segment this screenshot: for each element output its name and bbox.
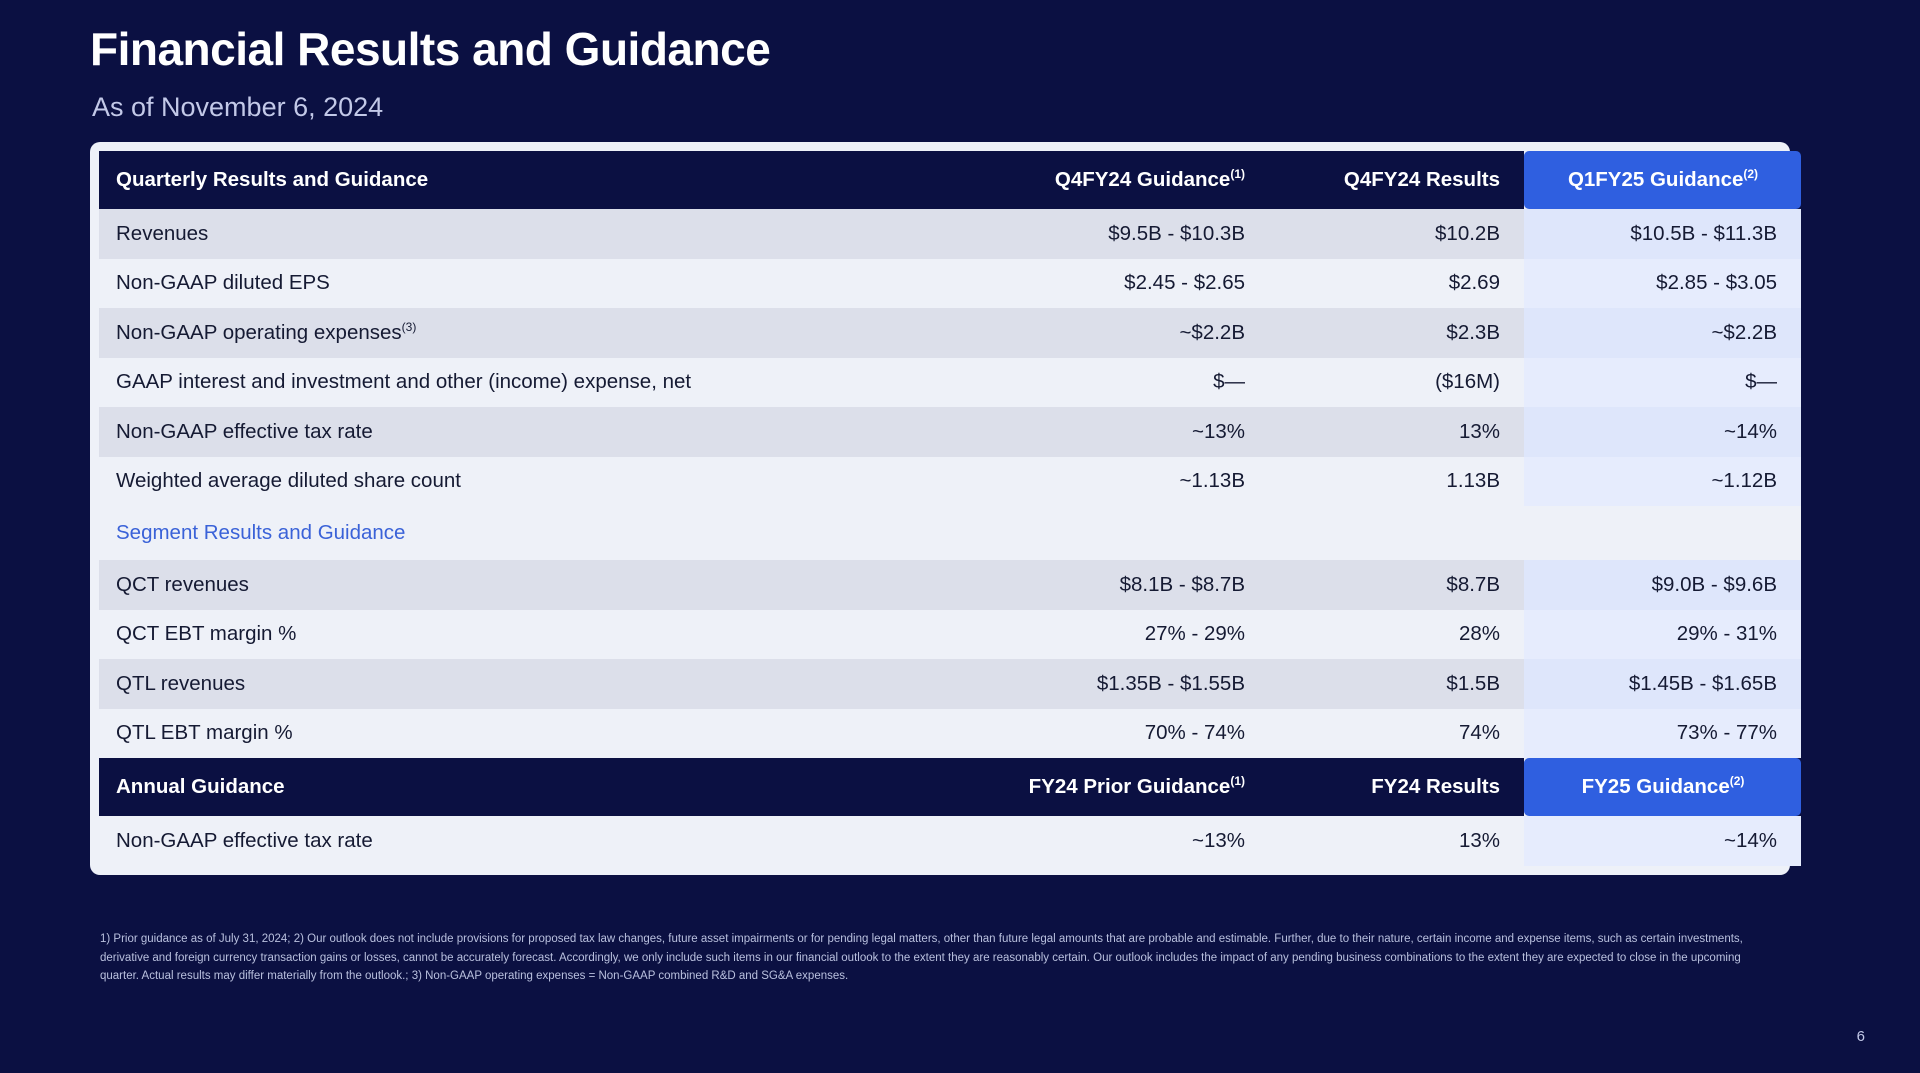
results-card [90,142,1790,875]
footnote-marker-5: (2) [1729,774,1745,789]
annual-header-col2: FY24 Results [1269,758,1524,816]
table-row [99,560,1801,610]
row-col2: ($16M) [1269,358,1524,408]
row-col3: $— [1524,358,1801,408]
row-label-text: Non-GAAP operating expenses [116,320,402,344]
row-col1: ~13% [944,816,1269,866]
row-col1: ~13% [944,407,1269,457]
row-col1: $9.5B - $10.3B [944,209,1269,259]
row-col3: 73% - 77% [1524,709,1801,759]
row-label: Non-GAAP effective tax rate [99,407,944,457]
row-col3: 29% - 31% [1524,610,1801,660]
row-label: QCT revenues [99,560,944,610]
footnote-text: 1) Prior guidance as of July 31, 2024; 2) Our outlook does not include provisions for proposed tax law changes, future asset impairments or for pending legal matters, other than future legal amounts that are probable and estimable. Further, due to their nature, certain income and expense items, such as certain investments, derivative and foreign currency transaction gains or losses, cannot be accurately forecast. Accordingly, we only include such items in our financial outlook to the extent they are reasonably certain. Our outlook includes the impact of any pending business combinations to the extent they are expected to close in the upcoming quarter. Actual results may differ materially from the outlook.; 3) Non-GAAP operating expenses = Non-GAAP combined R&D and SG&A expenses. [100,933,1743,983]
row-col2: 13% [1269,407,1524,457]
row-label: Non-GAAP diluted EPS [99,259,944,309]
row-col1: 27% - 29% [944,610,1269,660]
row-col2: $10.2B [1269,209,1524,259]
table-row [99,209,1801,259]
page-subtitle: As of November 6, 2024 [92,92,384,122]
table-row [99,457,1801,507]
table-row [99,259,1801,309]
annual-header-label: Annual Guidance [99,758,944,816]
annual-header-col1 [944,758,1269,816]
page-title: Financial Results and Guidance [90,23,771,75]
table-row [99,659,1801,709]
row-col3: $10.5B - $11.3B [1524,209,1801,259]
segment-section-spacer-3 [1524,506,1801,560]
row-col2: 28% [1269,610,1524,660]
row-label: Weighted average diluted share count [99,457,944,507]
row-col1: ~$2.2B [944,308,1269,358]
row-label [99,308,944,358]
segment-section-spacer-1 [944,506,1269,560]
table-row [99,358,1801,408]
row-col3: ~$2.2B [1524,308,1801,358]
row-label: Revenues [99,209,944,259]
row-col1: $1.35B - $1.55B [944,659,1269,709]
row-col3: ~1.12B [1524,457,1801,507]
segment-section-row [99,506,1801,560]
row-label: QTL revenues [99,659,944,709]
segment-section-spacer-2 [1269,506,1524,560]
annual-header-row [99,758,1801,816]
table-row [99,407,1801,457]
footnote-marker-2: (2) [1743,167,1759,182]
quarterly-header-col2: Q4FY24 Results [1269,151,1524,209]
annual-header-col3-text: FY25 Guidance [1581,775,1730,798]
row-col3: $1.45B - $1.65B [1524,659,1801,709]
row-label: Non-GAAP effective tax rate [99,816,944,866]
quarterly-header-label: Quarterly Results and Guidance [99,151,944,209]
row-col3: ~14% [1524,407,1801,457]
row-col3: ~14% [1524,816,1801,866]
row-label: GAAP interest and investment and other (income) expense, net [99,358,944,408]
quarterly-header-col1 [944,151,1269,209]
row-col1: 70% - 74% [944,709,1269,759]
table-row [99,610,1801,660]
row-col1: ~1.13B [944,457,1269,507]
row-label: QCT EBT margin % [99,610,944,660]
row-col2: $8.7B [1269,560,1524,610]
row-col2: 74% [1269,709,1524,759]
footnote-marker-1: (1) [1230,167,1245,182]
row-col2: $2.3B [1269,308,1524,358]
row-col1: $2.45 - $2.65 [944,259,1269,309]
footnote-marker-3: (3) [401,319,417,334]
table-row [99,308,1801,358]
quarterly-header-col3-text: Q1FY25 Guidance [1567,168,1744,191]
row-col3: $2.85 - $3.05 [1524,259,1801,309]
row-label: QTL EBT margin % [99,709,944,759]
quarterly-header-row [99,151,1801,209]
segment-section-label: Segment Results and Guidance [99,506,944,560]
annual-header-col3 [1524,758,1801,816]
annual-header-col1-text: FY24 Prior Guidance [1028,775,1231,798]
quarterly-header-col1-text: Q4FY24 Guidance [1054,168,1231,191]
row-col2: 13% [1269,816,1524,866]
row-col2: $1.5B [1269,659,1524,709]
table-row [99,709,1801,759]
row-col2: $2.69 [1269,259,1524,309]
row-col2: 1.13B [1269,457,1524,507]
row-col3: $9.0B - $9.6B [1524,560,1801,610]
financial-table [99,151,1801,866]
footnote-marker-4: (1) [1230,774,1245,789]
row-col1: $8.1B - $8.7B [944,560,1269,610]
row-col1: $— [944,358,1269,408]
table-row [99,816,1801,866]
quarterly-header-col3 [1524,151,1801,209]
page-number: 6 [1856,1028,1865,1045]
